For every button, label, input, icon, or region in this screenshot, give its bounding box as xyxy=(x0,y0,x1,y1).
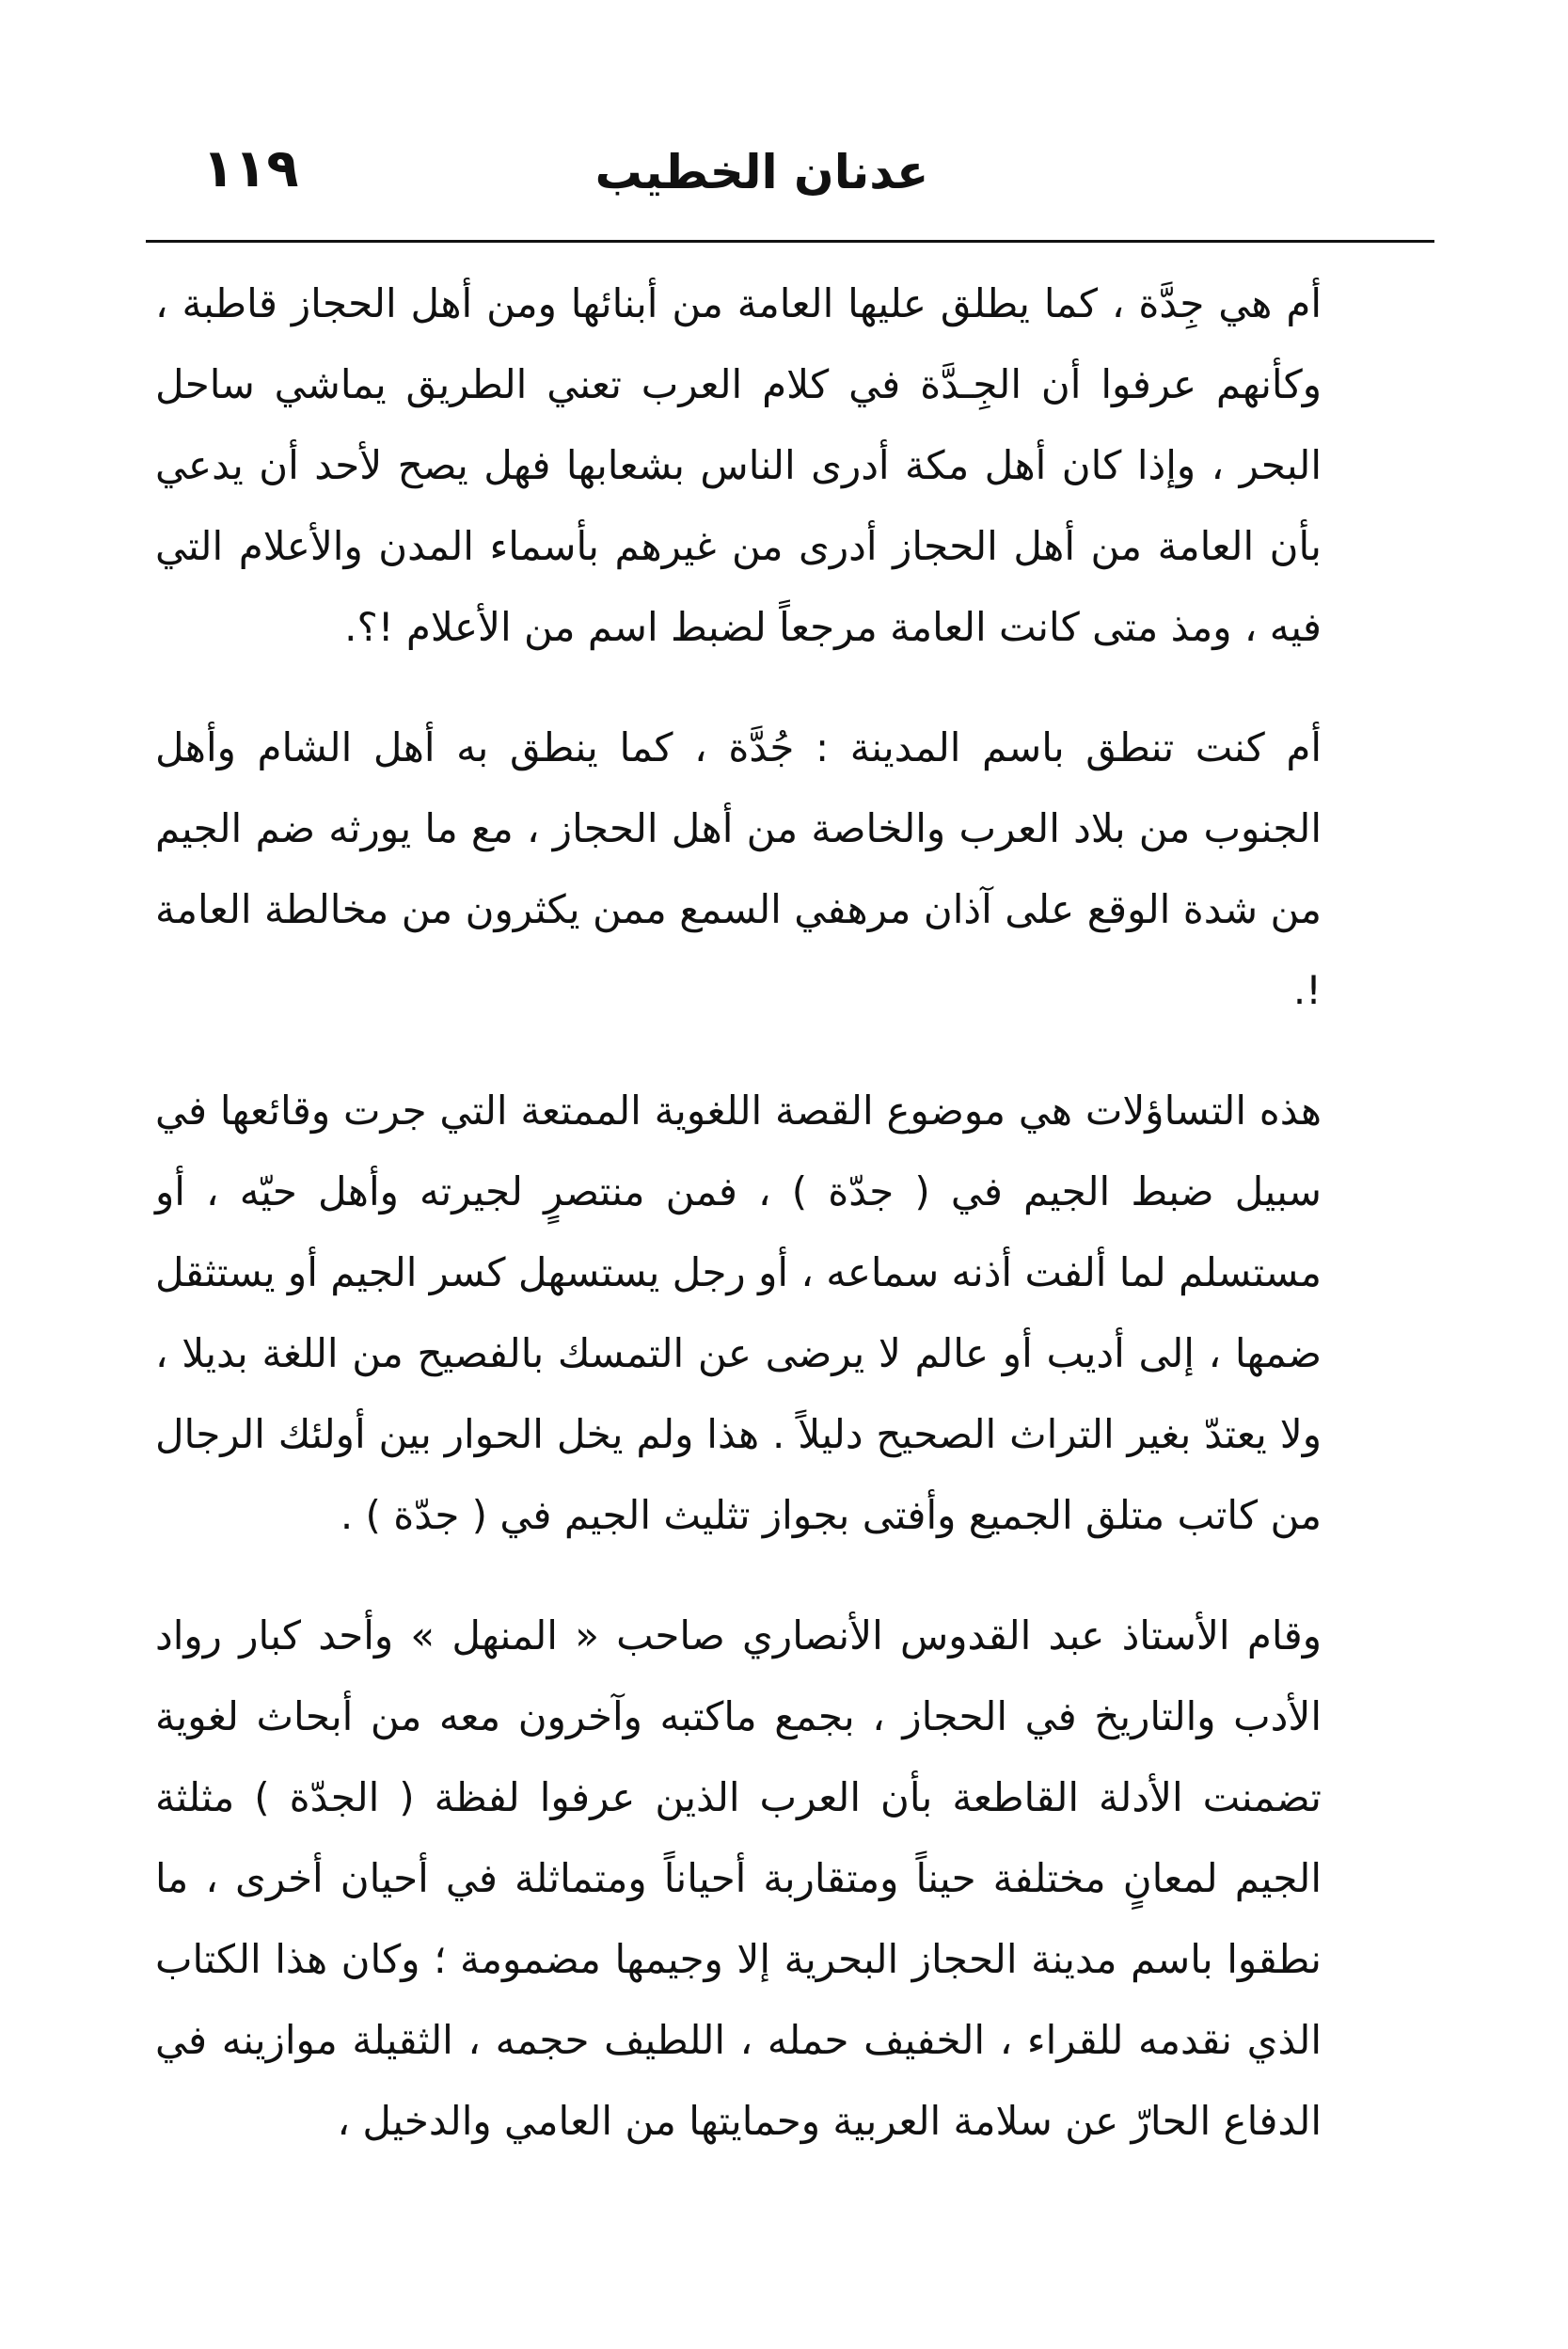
paragraph-4: وقام الأستاذ عبد القدوس الأنصاري صاحب « المنهل » وأحد كبار رواد الأدب والتاريخ في الحجاز ، بجمع ماكتبه وآخرون معه من أبحاث لغوية تضمنت الأدلة القاطعة بأن العرب الذين عرفوا لفظة ( الجدّة ) مثلثة الجيم لمعانٍ مختلفة حيناً ومتقاربة أحياناً ومتماثلة في أحيان أخرى ، ما نطقوا باسم مدينة الحجاز البحرية إلا وجيمها مضمومة ؛ وكان هذا الكتاب الذي نقدمه للقراء ، الخفيف حمله ، اللطيف حجمه ، الثقيلة موازينه في الدفاع الحارّ عن سلامة العربية وحمايتها من العامي والدخيل ، xyxy=(155,1612,1322,2144)
page-number: ١١٩ xyxy=(202,138,299,199)
page-header xyxy=(146,132,1434,235)
header-rule xyxy=(146,240,1434,243)
paragraph-3: هذه التساؤلات هي موضوع القصة اللغوية الممتعة التي جرت وقائعها في سبيل ضبط الجيم في ( جدّة ) ، فمن منتصرٍ لجيرته وأهل حيّه ، أو مستسلم لما ألفت أذنه سماعه ، أو رجل يستسهل كسر الجيم أو يستثقل ضمها ، إلى أديب أو عالم لا يرضى عن التمسك بالفصيح من اللغة بديلا ، ولا يعتدّ بغير التراث الصحيح دليلاً . هذا ولم يخل الحوار بين أولئك الرجال من كاتب متلق الجميع وأفتى بجواز تثليث الجيم في ( جدّة ) . xyxy=(155,1087,1322,1538)
running-head: عدنان الخطيب xyxy=(594,145,929,199)
paragraph-2: أم كنت تنطق باسم المدينة : جُدَّة ، كما ينطق به أهل الشام وأهل الجنوب من بلاد العرب والخاصة من أهل الحجاز ، مع ما يورثه ضم الجيم من شدة الوقع على آذان مرهفي السمع ممن يكثرون من مخالطة العامة !. xyxy=(155,724,1322,1013)
paragraph-1: أم هي جِدَّة ، كما يطلق عليها العامة من أبنائها ومن أهل الحجاز قاطبة ، وكأنهم عرفوا أن الجِـدَّة في كلام العرب تعني الطريق يماشي ساحل البحر ، وإذا كان أهل مكة أدرى الناس بشعابها فهل يصح لأحد أن يدعي بأن العامة من أهل الحجاز أدرى من غيرهم بأسماء المدن والأعلام التي فيه ، ومذ متى كانت العامة مرجعاً لضبط اسم من الأعلام !؟. xyxy=(155,280,1322,650)
body-text xyxy=(155,263,1434,2162)
